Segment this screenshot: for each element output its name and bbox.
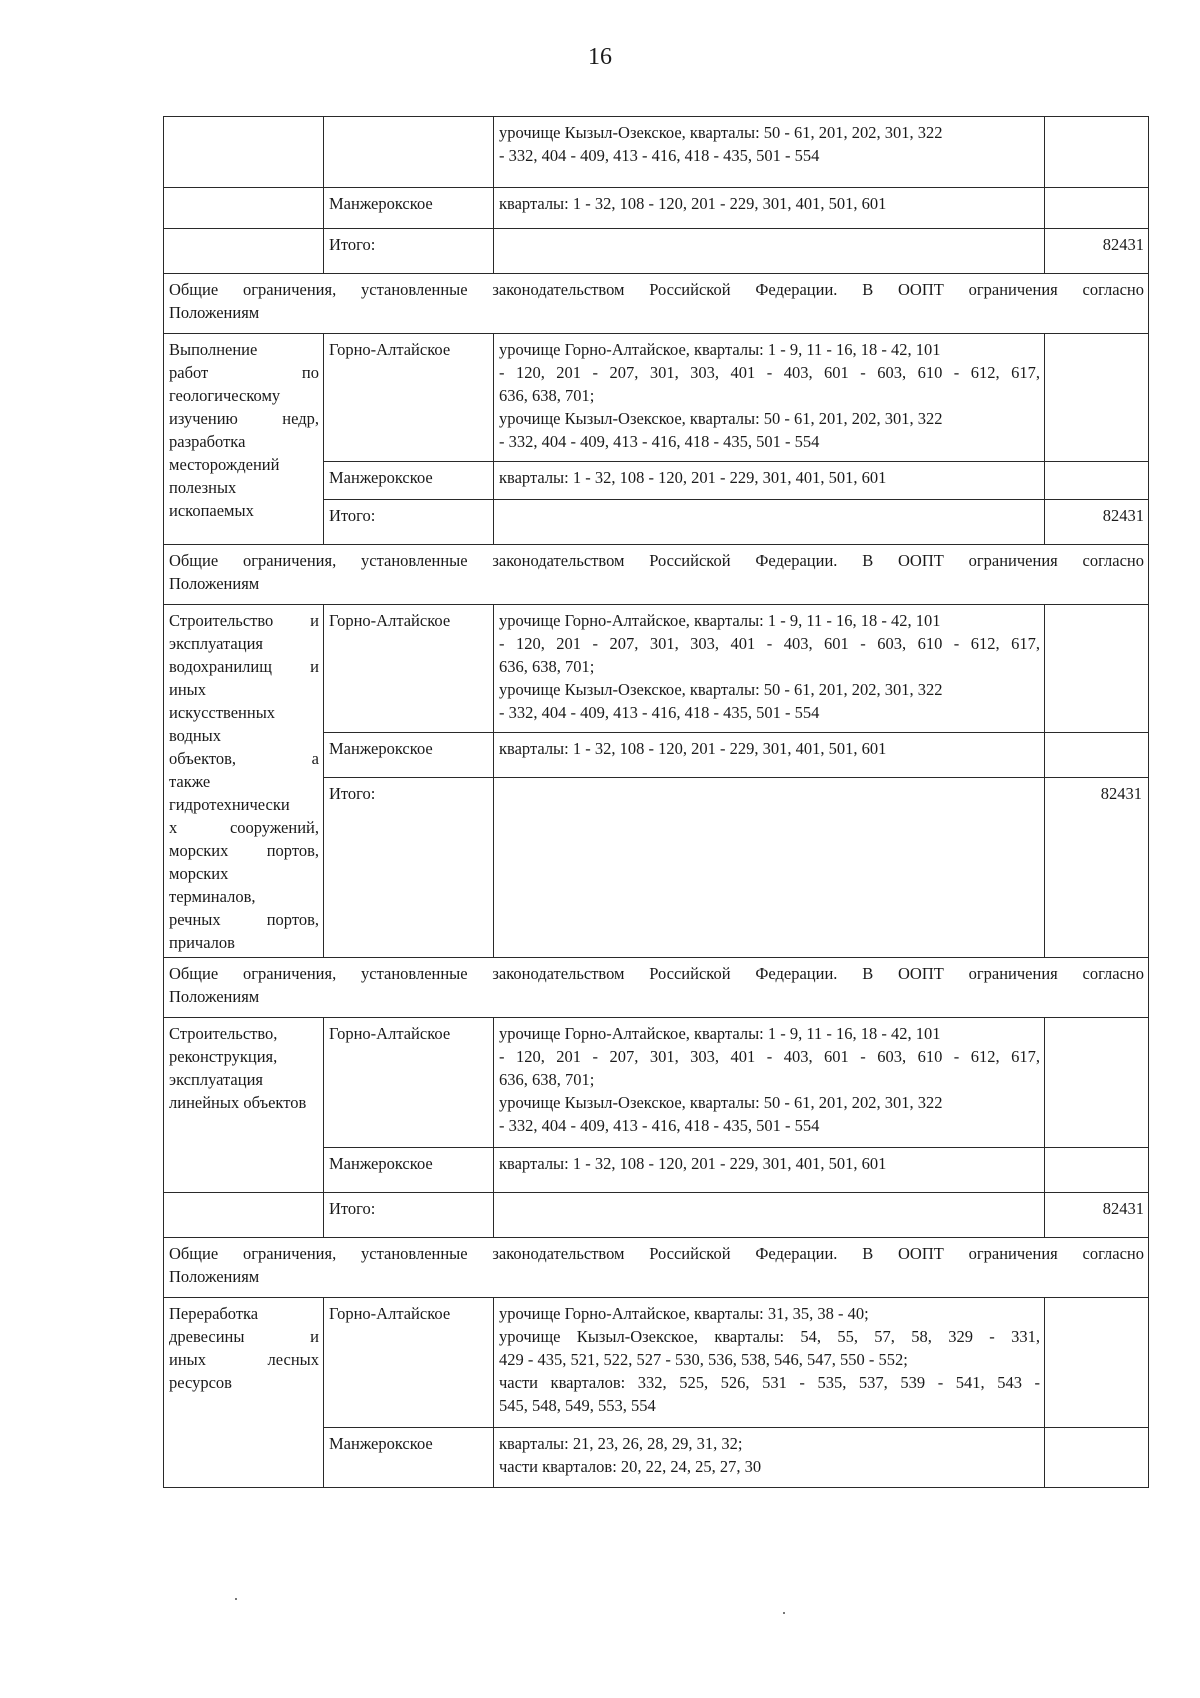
quarters-cell [494, 117, 1045, 188]
note-line: Общие ограничения, установленные законодательством Российской Федерации. В ООПТ ограничения согласно [169, 964, 1144, 983]
total-label: Итого: [324, 229, 494, 274]
quarters-cell [494, 500, 1045, 545]
quarters-cell: кварталы: 1 - 32, 108 - 120, 201 - 229, 301, 401, 501, 601 [494, 733, 1045, 778]
activity-line: морских [169, 864, 229, 883]
area-cell [1045, 188, 1149, 229]
activity-line: реконструкция, [169, 1047, 278, 1066]
activity-cell [164, 229, 324, 274]
forestry-name: Манжерокское [324, 733, 494, 778]
restrictions-note-row [164, 958, 1149, 1018]
note-line: Положениям [169, 303, 260, 322]
table-row [164, 1018, 1149, 1148]
restrictions-note [164, 958, 1149, 1018]
table-row [164, 605, 1149, 733]
total-label: Итого: [324, 1193, 494, 1238]
quarters-line: - 332, 404 - 409, 413 - 416, 418 - 435, 501 - 554 [499, 432, 820, 451]
restrictions-note-row [164, 274, 1149, 334]
total-area: 82431 [1045, 1193, 1149, 1238]
total-label: Итого: [324, 500, 494, 545]
note-line: Общие ограничения, установленные законодательством Российской Федерации. В ООПТ ограничения согласно [169, 551, 1144, 570]
forestry-name: Манжерокское [324, 1428, 494, 1488]
quarters-line: - 332, 404 - 409, 413 - 416, 418 - 435, 501 - 554 [499, 146, 820, 165]
area-cell [1045, 334, 1149, 462]
forestry-name: Горно-Алтайское [324, 605, 494, 733]
activity-line: водохранилищ и [169, 657, 319, 676]
activity-line: Строительство, [169, 1024, 278, 1043]
quarters-line: части кварталов: 20, 22, 24, 25, 27, 30 [499, 1457, 762, 1476]
quarters-cell [494, 1428, 1045, 1488]
restrictions-note-row [164, 545, 1149, 605]
quarters-line: 429 - 435, 521, 522, 527 - 530, 536, 538, 546, 547, 550 - 552; [499, 1350, 908, 1369]
quarters-line: урочище Кызыл-Озекское, кварталы: 50 - 61, 201, 202, 301, 322 [499, 123, 943, 142]
activity-reservoirs [164, 605, 324, 958]
note-line: Общие ограничения, установленные законодательством Российской Федерации. В ООПТ ограничения согласно [169, 280, 1144, 299]
activity-line: изучению недр, [169, 409, 319, 428]
total-area: 82431 [1045, 778, 1149, 958]
table-row [164, 188, 1149, 229]
area-cell [1045, 1428, 1149, 1488]
restrictions-note-row [164, 1238, 1149, 1298]
activity-line: эксплуатация [169, 634, 263, 653]
activity-line: работ по [169, 363, 319, 382]
quarters-cell: кварталы: 1 - 32, 108 - 120, 201 - 229, 301, 401, 501, 601 [494, 1148, 1045, 1193]
activity-line: древесины и [169, 1327, 319, 1346]
activity-line: объектов [243, 1093, 307, 1112]
activity-cell [164, 117, 324, 188]
activity-line: иных [169, 680, 206, 699]
quarters-line: урочище Горно-Алтайское, кварталы: 31, 35, 38 - 40; [499, 1304, 869, 1323]
quarters-line: кварталы: 21, 23, 26, 28, 29, 31, 32; [499, 1434, 743, 1453]
total-area: 82431 [1045, 500, 1149, 545]
quarters-cell [494, 1298, 1045, 1428]
area-cell [1045, 1298, 1149, 1428]
area-cell [1045, 733, 1149, 778]
activity-line: ресурсов [169, 1373, 232, 1392]
activity-line: искусственных [169, 703, 276, 722]
quarters-line: - 120, 201 - 207, 301, 303, 401 - 403, 601 - 603, 610 - 612, 617, [499, 363, 1040, 382]
activity-line: Выполнение [169, 340, 258, 359]
quarters-cell: кварталы: 1 - 32, 108 - 120, 201 - 229, 301, 401, 501, 601 [494, 462, 1045, 500]
forestry-name: Горно-Алтайское [324, 1018, 494, 1148]
activity-line: полезных [169, 478, 237, 497]
forestry-name: Горно-Алтайское [324, 1298, 494, 1428]
quarters-cell [494, 334, 1045, 462]
activity-line: эксплуатация [169, 1070, 263, 1089]
quarters-cell [494, 1018, 1045, 1148]
table-row [164, 334, 1149, 462]
quarters-line: урочище Кызыл-Озекское, кварталы: 50 - 61, 201, 202, 301, 322 [499, 409, 943, 428]
quarters-line: 545, 548, 549, 553, 554 [499, 1396, 656, 1415]
quarters-cell: кварталы: 1 - 32, 108 - 120, 201 - 229, 301, 401, 501, 601 [494, 188, 1045, 229]
activity-line: х сооружений, [169, 818, 319, 837]
quarters-line: части кварталов: 332, 525, 526, 531 - 535, 537, 539 - 541, 543 - [499, 1373, 1040, 1392]
activity-line: месторождений [169, 455, 280, 474]
area-cell [1045, 117, 1149, 188]
activity-line: иных лесных [169, 1350, 319, 1369]
forestry-name: Манжерокское [324, 188, 494, 229]
quarters-cell [494, 229, 1045, 274]
table-row [164, 1193, 1149, 1238]
activity-line: объектов, а [169, 749, 319, 768]
quarters-line: урочище Горно-Алтайское, кварталы: 1 - 9, 11 - 16, 18 - 42, 101 [499, 1024, 941, 1043]
quarters-line: урочище Кызыл-Озекское, кварталы: 50 - 61, 201, 202, 301, 322 [499, 680, 943, 699]
table-row [164, 117, 1149, 188]
activity-line: водных [169, 726, 222, 745]
activity-linear [164, 1018, 324, 1193]
quarters-cell [494, 1193, 1045, 1238]
activity-line: ископаемых [169, 501, 254, 520]
page-number: 16 [588, 44, 612, 70]
quarters-line: - 332, 404 - 409, 413 - 416, 418 - 435, 501 - 554 [499, 1116, 820, 1135]
restrictions-table [163, 116, 1149, 1488]
quarters-line: 636, 638, 701; [499, 657, 595, 676]
forestry-name: Манжерокское [324, 462, 494, 500]
quarters-cell [494, 605, 1045, 733]
note-line: Положениям [169, 1267, 260, 1286]
activity-line: Переработка [169, 1304, 259, 1323]
area-cell [1045, 1148, 1149, 1193]
table-row [164, 1298, 1149, 1428]
area-cell [1045, 1018, 1149, 1148]
quarters-line: 636, 638, 701; [499, 1070, 595, 1089]
activity-line: морских портов, [169, 841, 319, 860]
activity-line: терминалов, [169, 887, 256, 906]
area-cell [1045, 462, 1149, 500]
forestry-name: Горно-Алтайское [324, 334, 494, 462]
quarters-line: - 120, 201 - 207, 301, 303, 401 - 403, 601 - 603, 610 - 612, 617, [499, 1047, 1040, 1066]
quarters-line: - 332, 404 - 409, 413 - 416, 418 - 435, 501 - 554 [499, 703, 820, 722]
activity-cell [164, 1193, 324, 1238]
activity-line: разработка [169, 432, 246, 451]
quarters-line: - 120, 201 - 207, 301, 303, 401 - 403, 601 - 603, 610 - 612, 617, [499, 634, 1040, 653]
quarters-line: урочище Кызыл-Озекское, кварталы: 50 - 61, 201, 202, 301, 322 [499, 1093, 943, 1112]
total-label: Итого: [324, 778, 494, 958]
activity-wood [164, 1298, 324, 1488]
note-line: Общие ограничения, установленные законодательством Российской Федерации. В ООПТ ограничения согласно [169, 1244, 1144, 1263]
quarters-line: урочище Горно-Алтайское, кварталы: 1 - 9, 11 - 16, 18 - 42, 101 [499, 611, 941, 630]
total-area: 82431 [1045, 229, 1149, 274]
table-row [164, 229, 1149, 274]
scan-speck [783, 1612, 785, 1614]
quarters-line: урочище Горно-Алтайское, кварталы: 1 - 9, 11 - 16, 18 - 42, 101 [499, 340, 941, 359]
quarters-line: урочище Кызыл-Озекское, кварталы: 54, 55, 57, 58, 329 - 331, [499, 1327, 1040, 1346]
activity-line: Строительство и [169, 611, 319, 630]
activity-line: речных портов, [169, 910, 319, 929]
activity-line: гидротехнически [169, 795, 290, 814]
activity-line: геологическому [169, 386, 281, 405]
activity-cell [164, 188, 324, 229]
restrictions-note [164, 545, 1149, 605]
activity-line: причалов [169, 933, 235, 952]
forestry-cell [324, 117, 494, 188]
quarters-cell [494, 778, 1045, 958]
activity-line: также [169, 772, 211, 791]
activity-line: линейных [169, 1093, 240, 1112]
restrictions-note [164, 1238, 1149, 1298]
restrictions-note [164, 274, 1149, 334]
forestry-name: Манжерокское [324, 1148, 494, 1193]
activity-geology [164, 334, 324, 545]
quarters-line: 636, 638, 701; [499, 386, 595, 405]
area-cell [1045, 605, 1149, 733]
note-line: Положениям [169, 574, 260, 593]
note-line: Положениям [169, 987, 260, 1006]
scan-speck [235, 1598, 237, 1600]
